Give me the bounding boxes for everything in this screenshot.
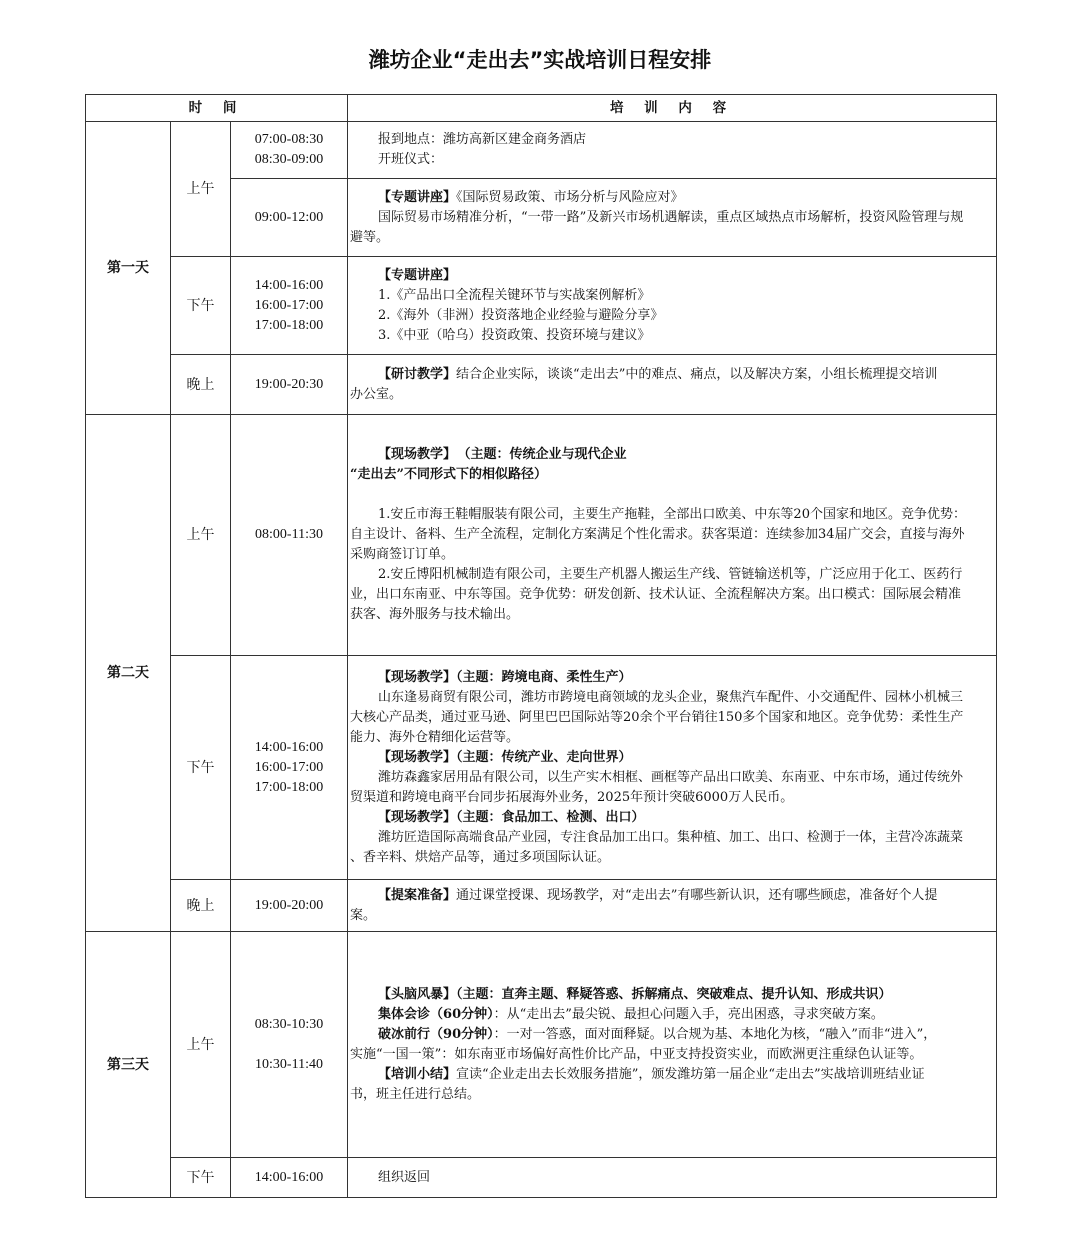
time-cell <box>231 179 348 257</box>
tag-label: 【专题讲座】 <box>378 267 457 283</box>
tag-label: 【现场教学】 <box>378 749 457 765</box>
theme-text: “走出去”不同形式下的相似路径） <box>350 467 547 482</box>
period-eve: 晚上 <box>171 355 231 415</box>
time-text: 08:30-09:00 <box>254 152 324 167</box>
day-1-label: 第一天 <box>86 122 171 415</box>
content-line: 、香辛料、烘焙产品等，通过多项国际认证。 <box>350 849 611 865</box>
table-row <box>86 415 997 656</box>
time-text: 14:00-16:00 <box>254 739 324 755</box>
time-cell <box>231 415 348 656</box>
period-pm: 下午 <box>171 257 231 355</box>
time-text: 14:00-16:00 <box>254 1169 324 1185</box>
period-am: 上午 <box>171 415 231 656</box>
time-text: 19:00-20:30 <box>254 376 324 392</box>
content-text: 《国际贸易政策、市场分析与风险应对》 <box>456 189 684 205</box>
schedule-table <box>85 94 997 1198</box>
content-line: 获客、海外服务与技术输出。 <box>350 607 520 622</box>
time-cell <box>231 257 348 355</box>
time-cell <box>231 932 348 1158</box>
content-line: 1.《产品出口全流程关键环节与实战案例解析》 <box>378 287 651 303</box>
tag-label: 【提案准备】 <box>378 887 457 903</box>
time-text: 17:00-18:00 <box>254 317 324 333</box>
time-text: 10:30-11:40 <box>255 1056 323 1072</box>
content-text: 通过课堂授课、现场教学，对“走出去”有哪些新认识，还有哪些顾虑，准备好个人提 <box>456 887 938 903</box>
content-line: 书，班主任进行总结。 <box>350 1086 481 1102</box>
content-text: ：从“走出去”最尖锐、最担心问题入手，亮出困惑，寻求突破方案。 <box>493 1006 884 1022</box>
content-cell <box>348 1158 997 1198</box>
content-line: 案。 <box>350 907 377 923</box>
time-cell <box>231 355 348 415</box>
table-row <box>86 932 997 1158</box>
content-line: 能力、海外仓精细化运营等。 <box>350 729 520 745</box>
content-text: ：一对一答惑，面对面释疑。以合规为基、本地化为核，“融入”而非“进入”， <box>493 1026 937 1042</box>
time-text: 08:30-10:30 <box>254 1016 324 1032</box>
content-line: 山东逢易商贸有限公司，潍坊市跨境电商领域的龙头企业，聚焦汽车配件、小交通配件、园林小机械三 <box>378 689 964 705</box>
page-title: 潍坊企业“走出去”实战培训日程安排 <box>368 48 712 72</box>
content-line: 开班仪式： <box>378 152 444 167</box>
content-cell <box>348 122 997 179</box>
table-row <box>86 122 997 179</box>
content-line: 贸渠道和跨境电商平台同步拓展海外业务，2025年预计突破6000万人民币。 <box>350 789 794 805</box>
time-cell <box>231 122 348 179</box>
content-cell <box>348 880 997 932</box>
content-cell <box>348 257 997 355</box>
content-line: 实施“一国一策”：如东南亚市场偏好高性价比产品，中亚支持投资实业，而欧洲更注重绿色认证等。 <box>350 1046 923 1062</box>
header-row <box>86 95 997 122</box>
tag-label: 【研讨教学】 <box>378 366 457 382</box>
content-line: 大核心产品类，通过亚马逊、阿里巴巴国际站等20余个平台销往150多个国家和地区。竞争优势：柔性生产 <box>350 709 964 725</box>
time-text: 14:00-16:00 <box>254 277 324 293</box>
time-text: 16:00-17:00 <box>254 759 324 775</box>
content-cell <box>348 355 997 415</box>
time-cell <box>231 880 348 932</box>
tag-label: 【现场教学】 <box>378 447 457 462</box>
content-line: 避等。 <box>350 229 390 245</box>
item-label: 破冰前行（90分钟） <box>378 1026 494 1042</box>
content-line: 2.《海外（非洲）投资落地企业经验与避险分享》 <box>378 307 664 323</box>
period-am: 上午 <box>171 932 231 1158</box>
content-line: 2.安丘博阳机械制造有限公司，主要生产机器人搬运生产线、管链输送机等，广泛应用于化工、医药行 <box>378 567 963 582</box>
content-line: 潍坊森鑫家居用品有限公司，以生产实木相框、画框等产品出口欧美、东南亚、中东市场，通过传统外 <box>378 769 964 785</box>
tag-label: 【现场教学】 <box>378 809 457 825</box>
theme-text: （主题：直奔主题、释疑答惑、拆解痛点、突破难点、提升认知、形成共识） <box>456 986 892 1002</box>
content-line: 业，出口东南亚、中东等国。竞争优势：研发创新、技术认证、全流程解决方案。出口模式：国际展会精准 <box>350 587 962 602</box>
table-row <box>86 880 997 932</box>
time-text: 17:00-18:00 <box>254 779 324 795</box>
item-label: 集体会诊（60分钟） <box>378 1006 494 1022</box>
day-2-label: 第二天 <box>86 415 171 932</box>
tag-label: 【头脑风暴】 <box>378 986 457 1002</box>
time-text: 08:00-11:30 <box>255 527 323 542</box>
tag-label: 【专题讲座】 <box>378 189 457 205</box>
content-line: 报到地点：潍坊高新区建金商务酒店 <box>378 132 587 147</box>
content-line: 自主设计、备料、生产全流程，定制化方案满足个性化需求。获客渠道：连续参加34届广交会，直接与海外 <box>350 527 965 542</box>
content-cell <box>348 932 997 1158</box>
tag-label: 【培训小结】 <box>378 1066 457 1082</box>
time-text: 19:00-20:00 <box>254 897 324 913</box>
time-text: 09:00-12:00 <box>254 209 324 225</box>
time-cell <box>231 656 348 880</box>
table-row <box>86 1158 997 1198</box>
table-row <box>86 257 997 355</box>
content-line: 组织返回 <box>378 1169 431 1185</box>
content-text: 结合企业实际，谈谈“走出去”中的难点、痛点，以及解决方案，小组长梳理提交培训 <box>456 366 938 382</box>
content-text: 宣读“企业走出去长效服务措施”，颁发潍坊第一届企业“走出去”实战培训班结业证 <box>456 1066 925 1082</box>
table-row <box>86 355 997 415</box>
theme-text: （主题：传统企业与现代企业 <box>464 447 627 462</box>
time-text: 07:00-08:30 <box>254 132 324 147</box>
content-cell <box>348 415 997 656</box>
content-line: 1.安丘市海王鞋帽服装有限公司，主要生产拖鞋，全部出口欧美、中东等20个国家和地区。竞争优势： <box>378 507 966 522</box>
content-cell <box>348 179 997 257</box>
content-line: 3.《中亚（哈乌）投资政策、投资环境与建议》 <box>378 327 651 343</box>
header-time: 时 间 <box>86 95 348 122</box>
content-line: 潍坊匠造国际高端食品产业园，专注食品加工出口。集种植、加工、出口、检测于一体，主营冷冻蔬菜 <box>378 829 964 845</box>
time-cell <box>231 1158 348 1198</box>
theme-text: （主题：食品加工、检测、出口） <box>456 809 645 825</box>
theme-text: （主题：传统产业、走向世界） <box>456 749 632 765</box>
time-text: 16:00-17:00 <box>254 297 324 313</box>
table-row <box>86 656 997 880</box>
theme-text: （主题：跨境电商、柔性生产） <box>456 669 632 685</box>
period-am: 上午 <box>171 122 231 257</box>
period-pm: 下午 <box>171 656 231 880</box>
content-line: 办公室。 <box>350 386 403 402</box>
period-pm: 下午 <box>171 1158 231 1198</box>
content-line: 采购商签订订单。 <box>350 547 455 562</box>
content-cell <box>348 656 997 880</box>
content-line: 国际贸易市场精准分析，“一带一路”及新兴市场机遇解读，重点区域热点市场解析，投资风险管理与规 <box>378 209 964 225</box>
period-eve: 晚上 <box>171 880 231 932</box>
header-content: 培 训 内 容 <box>348 95 997 122</box>
day-3-label: 第三天 <box>86 932 171 1198</box>
tag-label: 【现场教学】 <box>378 669 457 685</box>
